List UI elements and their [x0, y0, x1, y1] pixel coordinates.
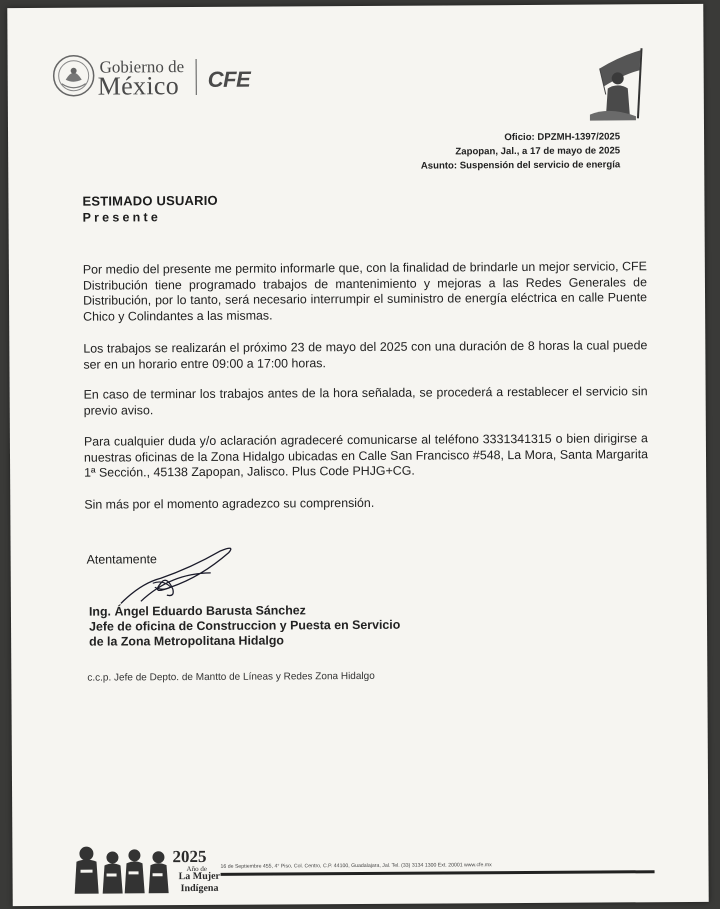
flag-figure-icon	[579, 44, 651, 122]
signer-title-2: de la Zona Metropolitana Hidalgo	[89, 633, 285, 649]
paragraph-2: Los trabajos se realizarán el próximo 23 de mayo del 2025 con una duración de 8 horas la cual puede ser en un horario entre 09:00 a 17:00 horas.	[83, 338, 648, 372]
year-2025: 2025	[172, 846, 207, 867]
gobierno-de-text: Gobierno de	[99, 57, 185, 77]
footer-rule	[221, 870, 655, 876]
paragraph-3: En caso de terminar los trabajos antes de la hora señalada, se procederá a restablecer el servicio sin previo aviso.	[83, 384, 648, 418]
indigenous-women-figures-icon	[68, 839, 178, 896]
oficio-number: Oficio: DPZMH-1397/2025	[504, 131, 621, 144]
year-subtitle-3: Indígena	[180, 882, 219, 895]
signer-title-1: Jefe de oficina de Construccion y Puesta en Servicio	[89, 617, 401, 634]
letter-page	[7, 4, 708, 906]
asunto: Asunto: Suspensión del servicio de energía	[420, 159, 621, 172]
year-subtitle-1: Año de	[186, 864, 207, 874]
signer-name: Ing. Ángel Eduardo Barusta Sánchez	[88, 603, 306, 619]
cfe-logo: CFE	[207, 66, 251, 92]
greeting-recipient: ESTIMADO USUARIO	[82, 192, 218, 209]
footer-address: 16 de Septiembre 455, 4° Piso, Col. Centro, C.P. 44100, Guadalajara, Jal. Tel. (33) 3134 1300 Ext. 20001 www.cfe.mx	[220, 862, 492, 870]
closing-text: Atentamente	[86, 552, 157, 567]
mexico-text: México	[97, 71, 180, 101]
year-subtitle-2: La Mujer	[178, 870, 220, 883]
paragraph-5: Sin más por el momento agradezco su comprensión.	[84, 495, 375, 512]
place-date: Zapopan, Jal., a 17 de mayo de 2025	[455, 145, 621, 158]
greeting-presente: Presente	[82, 210, 162, 225]
mexico-seal-icon	[52, 54, 96, 98]
logo-divider	[196, 59, 197, 95]
paragraph-1: Por medio del presente me permito informarle que, con la finalidad de brindarle un mejor servicio, CFE Distribución tiene programado trabajos de mantenimiento y mejoras a las Redes Generales de Distribución, por lo tanto, será necesario interrumpir el suministro de energía eléctrica en calle Puente Chico y Colindantes a las mismas.	[82, 259, 648, 324]
paragraph-4: Para cualquier duda y/o aclaración agradeceré comunicarse al teléfono 3331341315 o bien dirigirse a nuestras oficinas de la Zona Hidalgo ubicadas en Calle San Francisco #548, La Mora, Santa Margarita 1ª Sección., 45138 Zapopan, Jalisco. Plus Code PHJG+CG.	[83, 431, 649, 480]
copy-to: c.c.p. Jefe de Depto. de Mantto de Líneas y Redes Zona Hidalgo	[87, 670, 375, 684]
